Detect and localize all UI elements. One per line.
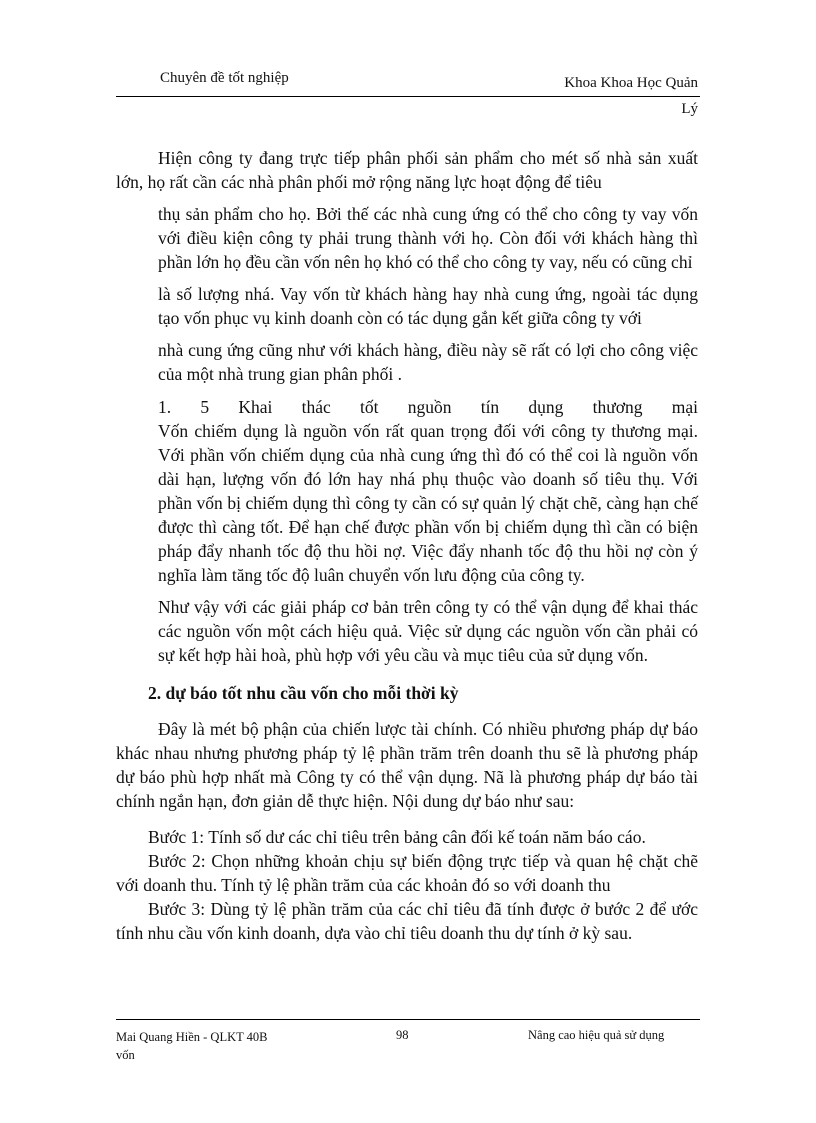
heading-word: 5 bbox=[200, 397, 210, 417]
footer-author-line1: Mai Quang Hiền - QLKT 40B bbox=[116, 1030, 268, 1044]
heading-word: thác bbox=[301, 397, 331, 417]
paragraph-3: là số lượng nhá. Vay vốn từ khách hàng hay nhà cung ứng, ngoài tác dụng tạo vốn phục vụ kinh doanh còn có tác dụng gắn kết giữa công ty với bbox=[158, 284, 698, 328]
paragraph-5: Vốn chiếm dụng là nguồn vốn rất quan trọng đối với công ty thương mại. Với phần vốn chiếm dụng của nhà cung ứng thì đó có thể coi là nguồn vốn dài hạn, lượng vốn đó lớn hay nhá phụ thuộc vào doanh số tiêu thụ. Với phần vốn bị chiếm dụng thì công ty cần có sự quản lý chặt chẽ, càng hạn chế được thì càng tốt. Để hạn chế được phần vốn bị chiếm dụng thì cần có biện pháp đẩy nhanh tốc độ thu hồi nợ. Việc đẩy nhanh tốc độ thu hồi nợ còn ý nghĩa làm tăng tốc độ luân chuyển vốn lưu động của công ty. bbox=[158, 421, 698, 585]
paragraph-6: Như vậy với các giải pháp cơ bản trên công ty có thể vận dụng để khai thác các nguồn vốn một cách hiệu quả. Việc sử dụng các nguồn vốn cần phải có sự kết hợp hài hoà, phù hợp với yêu cầu và mục tiêu của sử dụng vốn. bbox=[158, 597, 698, 665]
header-divider bbox=[116, 96, 700, 97]
heading-word: tín bbox=[480, 397, 500, 417]
footer-author bbox=[116, 1028, 267, 1064]
heading-word: Khai bbox=[238, 397, 273, 417]
page-body bbox=[116, 146, 698, 945]
heading-word: dụng bbox=[528, 397, 564, 417]
heading-word: 1. bbox=[158, 397, 172, 417]
heading-word: thương bbox=[592, 397, 643, 417]
heading-word: tốt bbox=[360, 397, 379, 417]
header-right-line2: Lý bbox=[681, 101, 698, 117]
paragraph-2: thụ sản phẩm cho họ. Bởi thế các nhà cung ứng có thể cho công ty vay vốn với điều kiện công ty phải trung thành với họ. Còn đối với khách hàng thì phần lớn họ đều cần vốn nên họ khó có thể cho công ty vay, nếu có cũng chỉ bbox=[158, 204, 698, 272]
heading-word: mại bbox=[671, 397, 698, 417]
footer-title-right: Nâng cao hiệu quả sử dụng bbox=[528, 1028, 665, 1042]
header-title-left: Chuyên đề tốt nghiệp bbox=[160, 70, 289, 86]
step-3: Bước 3: Dùng tỷ lệ phần trăm của các chỉ tiêu đã tính được ở bước 2 để ước tính nhu cầu vốn kinh doanh, dựa vào chỉ tiêu doanh thu dự tính ở kỳ sau. bbox=[116, 899, 698, 943]
footer-author-line2: vốn bbox=[116, 1048, 135, 1062]
heading-word: nguồn bbox=[407, 397, 452, 417]
footer-divider bbox=[116, 1019, 700, 1020]
paragraph-1: Hiện công ty đang trực tiếp phân phối sản phẩm cho mét số nhà sản xuất lớn, họ rất cần các nhà phân phối mở rộng năng lực hoạt động để tiêu bbox=[116, 148, 698, 192]
paragraph-4: nhà cung ứng cũng như với khách hàng, điều này sẽ rất có lợi cho công việc của một nhà trung gian phân phối . bbox=[158, 340, 698, 384]
page-number: 98 bbox=[396, 1028, 409, 1042]
step-2: Bước 2: Chọn những khoản chịu sự biến động trực tiếp và quan hệ chặt chẽ với doanh thu. Tính tỷ lệ phần trăm của các khoản đó so với doanh thu bbox=[116, 851, 698, 895]
step-1: Bước 1: Tính số dư các chỉ tiêu trên bảng cân đối kế toán năm báo cáo. bbox=[148, 827, 646, 847]
section-heading-1-5 bbox=[116, 395, 698, 419]
header-right-line1: Khoa Khoa Học Quản bbox=[564, 75, 698, 91]
paragraph-7: Đây là mét bộ phận của chiến lược tài chính. Có nhiều phương pháp dự báo khác nhau nhưng phương pháp tỷ lệ phần trăm trên doanh thu sẽ là phương pháp dự báo phù hợp nhất mà Công ty có thể vận dụng. Nã là phương pháp dự báo tài chính ngắn hạn, đơn giản dễ thực hiện. Nội dung dự báo như sau: bbox=[116, 719, 698, 811]
section-heading-2: 2. dự báo tốt nhu cầu vốn cho mỗi thời kỳ bbox=[148, 683, 459, 703]
